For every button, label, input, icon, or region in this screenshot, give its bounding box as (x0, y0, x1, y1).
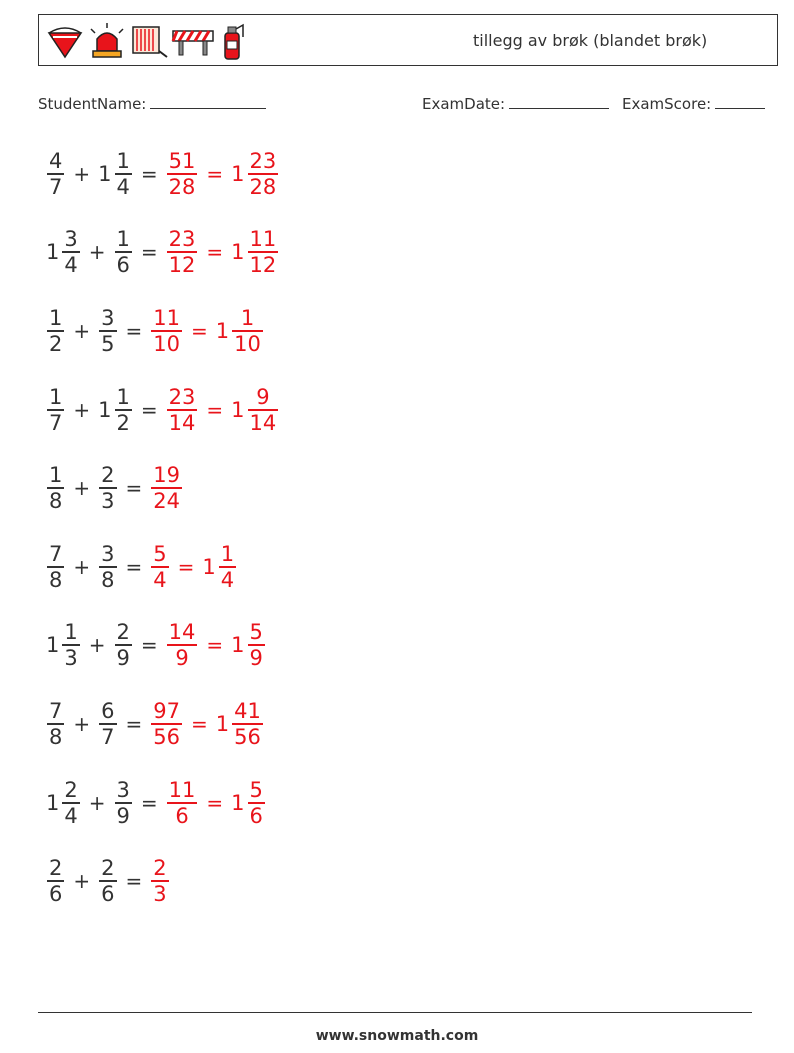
student-name-label: StudentName: (38, 95, 147, 113)
whole-number: 1 (202, 555, 216, 579)
numerator: 2 (64, 778, 78, 803)
answer-equals-sign: = (206, 162, 224, 186)
problem-row (44, 144, 281, 204)
header-icons (45, 19, 247, 63)
answer-equals-sign: = (177, 555, 195, 579)
worksheet-header (38, 14, 778, 66)
answer (148, 856, 171, 906)
addend-b (96, 385, 135, 435)
addend-a (44, 149, 67, 199)
answer-improper-fraction (164, 385, 201, 435)
answer-mixed-number (229, 620, 268, 670)
denominator: 6 (116, 252, 130, 277)
addend-b (96, 149, 135, 199)
denominator: 4 (153, 567, 167, 592)
answer (164, 385, 282, 435)
addend-b (112, 227, 135, 277)
denominator: 2 (116, 410, 130, 435)
fraction (47, 856, 64, 906)
numerator: 2 (101, 856, 115, 881)
answer-equals-sign: = (191, 319, 208, 343)
fraction (99, 542, 116, 592)
answer-improper-fraction (148, 699, 185, 749)
siren-icon (87, 21, 127, 61)
equals-sign: = (125, 712, 143, 736)
fraction (115, 778, 132, 828)
answer-improper-fraction (164, 620, 201, 670)
numerator: 1 (49, 463, 63, 488)
fraction (151, 856, 168, 906)
numerator: 23 (249, 149, 277, 174)
plus-sign: + (73, 712, 91, 736)
fire-extinguisher-icon (217, 21, 247, 61)
denominator: 5 (101, 331, 115, 356)
numerator: 6 (101, 699, 115, 724)
plus-sign: + (73, 162, 91, 186)
numerator: 51 (168, 149, 196, 174)
denominator: 4 (220, 567, 235, 592)
fraction (248, 149, 279, 199)
fraction (167, 149, 198, 199)
denominator: 4 (64, 252, 78, 277)
answer-mixed-number (229, 778, 268, 828)
addend-a (44, 542, 67, 592)
fraction (232, 306, 263, 356)
addend-a (44, 227, 83, 277)
denominator: 8 (49, 724, 63, 749)
denominator: 6 (175, 803, 189, 828)
addend-a (44, 778, 83, 828)
exam-date-blank[interactable] (509, 94, 609, 109)
numerator: 2 (116, 620, 130, 645)
fraction (47, 463, 64, 513)
fraction (151, 542, 168, 592)
denominator: 2 (49, 331, 63, 356)
fraction (99, 856, 116, 906)
numerator: 1 (116, 227, 130, 252)
whole-number: 1 (231, 162, 245, 186)
whole-number: 1 (215, 319, 230, 343)
numerator: 2 (49, 856, 63, 881)
addend-a (44, 699, 67, 749)
denominator: 4 (116, 174, 130, 199)
denominator: 6 (249, 803, 263, 828)
answer-mixed-number (200, 542, 239, 592)
whole-number: 1 (231, 398, 245, 422)
whole-number: 1 (98, 398, 112, 422)
footer-url: www.snowmath.com (315, 1028, 479, 1044)
answer (148, 463, 185, 513)
addend-b (96, 542, 119, 592)
numerator: 7 (49, 542, 63, 567)
numerator: 5 (249, 778, 263, 803)
numerator: 7 (49, 699, 63, 724)
denominator: 4 (64, 803, 78, 828)
answer-improper-fraction (164, 778, 201, 828)
plus-sign: + (73, 869, 91, 893)
fraction (248, 227, 279, 277)
addend-a (44, 856, 67, 906)
plus-sign: + (88, 633, 106, 657)
student-name-field[interactable] (38, 94, 266, 114)
denominator: 9 (175, 645, 189, 670)
numerator: 97 (153, 699, 181, 724)
equals-sign: = (125, 869, 143, 893)
denominator: 28 (168, 174, 196, 199)
answer-equals-sign: = (206, 398, 224, 422)
answer-improper-fraction (148, 463, 185, 513)
denominator: 7 (49, 174, 63, 199)
whole-number: 1 (231, 240, 245, 264)
addend-b (96, 699, 119, 749)
denominator: 9 (116, 645, 130, 670)
whole-number: 1 (46, 791, 60, 815)
numerator: 1 (49, 385, 63, 410)
fraction (151, 306, 182, 356)
fraction (47, 306, 64, 356)
numerator: 14 (168, 620, 196, 645)
denominator: 10 (153, 331, 181, 356)
fraction (115, 149, 132, 199)
answer (164, 778, 268, 828)
equals-sign: = (125, 319, 143, 343)
equals-sign: = (140, 162, 158, 186)
denominator: 14 (249, 410, 277, 435)
denominator: 24 (153, 488, 181, 513)
answer-equals-sign: = (206, 791, 224, 815)
addend-b (96, 463, 119, 513)
numerator: 19 (153, 463, 181, 488)
denominator: 6 (49, 881, 63, 906)
numerator: 11 (153, 306, 181, 331)
numerator: 1 (116, 149, 130, 174)
fraction (47, 385, 64, 435)
student-name-blank[interactable] (150, 94, 266, 109)
answer-mixed-number (214, 306, 266, 356)
addend-b (112, 778, 135, 828)
numerator: 2 (153, 856, 167, 881)
numerator: 41 (234, 699, 261, 724)
problem-row (44, 301, 266, 361)
denominator: 7 (49, 410, 63, 435)
answer (148, 542, 239, 592)
exam-score-field[interactable] (622, 94, 765, 114)
answer-mixed-number (229, 385, 281, 435)
problem-row (44, 380, 281, 440)
answer (148, 306, 266, 356)
addend-a (44, 306, 67, 356)
addend-a (44, 385, 67, 435)
answer-equals-sign: = (206, 240, 224, 264)
answer-improper-fraction (148, 856, 171, 906)
answer (148, 699, 266, 749)
fraction (248, 778, 265, 828)
fraction (115, 385, 132, 435)
road-barrier-icon (171, 21, 215, 61)
denominator: 3 (64, 645, 78, 670)
numerator: 11 (168, 778, 196, 803)
worksheet-title: tillegg av brøk (blandet brøk) (473, 31, 708, 50)
fraction (248, 620, 265, 670)
numerator: 1 (220, 542, 235, 567)
answer-improper-fraction (164, 227, 201, 277)
problem-row (44, 773, 268, 833)
addend-a (44, 620, 83, 670)
equals-sign: = (140, 398, 158, 422)
answer-mixed-number (229, 149, 281, 199)
numerator: 1 (64, 620, 78, 645)
equals-sign: = (140, 240, 158, 264)
equals-sign: = (140, 791, 158, 815)
whole-number: 1 (215, 712, 230, 736)
denominator: 56 (153, 724, 181, 749)
fraction (167, 620, 198, 670)
denominator: 3 (153, 881, 167, 906)
addend-b (96, 306, 119, 356)
addend-b (112, 620, 135, 670)
whole-number: 1 (46, 633, 60, 657)
denominator: 14 (168, 410, 196, 435)
exam-score-label: ExamScore: (622, 95, 712, 113)
fraction (62, 227, 79, 277)
fraction (99, 306, 116, 356)
bucket-icon (45, 21, 85, 61)
fraction (151, 699, 182, 749)
answer (164, 227, 282, 277)
numerator: 1 (116, 385, 130, 410)
exam-date-label: ExamDate: (422, 95, 506, 113)
problem-row (44, 615, 268, 675)
plus-sign: + (73, 319, 91, 343)
fraction (115, 620, 132, 670)
exam-score-blank[interactable] (715, 94, 765, 109)
fraction (167, 227, 198, 277)
fraction (248, 385, 279, 435)
fraction (47, 149, 64, 199)
plus-sign: + (88, 791, 106, 815)
whole-number: 1 (98, 162, 112, 186)
answer-equals-sign: = (206, 633, 224, 657)
problem-row (44, 222, 281, 282)
plus-sign: + (88, 240, 106, 264)
fraction (62, 778, 79, 828)
numerator: 3 (101, 542, 115, 567)
numerator: 3 (101, 306, 115, 331)
denominator: 10 (234, 331, 261, 356)
numerator: 3 (64, 227, 78, 252)
numerator: 5 (153, 542, 167, 567)
addend-b (96, 856, 119, 906)
fraction (47, 542, 64, 592)
denominator: 56 (234, 724, 261, 749)
numerator: 2 (101, 463, 115, 488)
answer-improper-fraction (164, 149, 201, 199)
fraction (115, 227, 132, 277)
denominator: 7 (101, 724, 115, 749)
fraction (62, 620, 79, 670)
denominator: 12 (249, 252, 277, 277)
numerator: 11 (249, 227, 277, 252)
equals-sign: = (140, 633, 158, 657)
footer-divider (38, 1012, 752, 1013)
equals-sign: = (125, 476, 143, 500)
plus-sign: + (73, 555, 91, 579)
answer-mixed-number (214, 699, 266, 749)
equals-sign: = (125, 555, 143, 579)
addend-a (44, 463, 67, 513)
denominator: 8 (49, 488, 63, 513)
denominator: 3 (101, 488, 115, 513)
numerator: 5 (249, 620, 263, 645)
problem-row (44, 458, 185, 518)
whole-number: 1 (231, 791, 245, 815)
fraction (167, 778, 198, 828)
numerator: 4 (49, 149, 63, 174)
fraction (47, 699, 64, 749)
numerator: 3 (116, 778, 130, 803)
plus-sign: + (73, 398, 91, 422)
answer (164, 620, 268, 670)
denominator: 28 (249, 174, 277, 199)
answer-improper-fraction (148, 542, 171, 592)
whole-number: 1 (46, 240, 60, 264)
denominator: 6 (101, 881, 115, 906)
fraction (151, 463, 182, 513)
fraction (99, 463, 116, 513)
numerator: 1 (240, 306, 255, 331)
numerator: 23 (168, 385, 196, 410)
answer (164, 149, 282, 199)
fraction (167, 385, 198, 435)
numerator: 9 (256, 385, 270, 410)
denominator: 9 (249, 645, 263, 670)
plus-sign: + (73, 476, 91, 500)
denominator: 8 (101, 567, 115, 592)
fire-hose-icon (129, 21, 169, 61)
fraction (219, 542, 236, 592)
numerator: 1 (49, 306, 63, 331)
whole-number: 1 (231, 633, 245, 657)
denominator: 8 (49, 567, 63, 592)
answer-mixed-number (229, 227, 281, 277)
answer-improper-fraction (148, 306, 185, 356)
problem-row (44, 537, 239, 597)
answer-equals-sign: = (191, 712, 208, 736)
denominator: 9 (116, 803, 130, 828)
exam-date-field[interactable] (422, 94, 609, 114)
numerator: 23 (168, 227, 196, 252)
fraction (99, 699, 116, 749)
problem-row (44, 851, 172, 911)
fraction (232, 699, 263, 749)
problem-row (44, 694, 266, 754)
denominator: 12 (168, 252, 196, 277)
